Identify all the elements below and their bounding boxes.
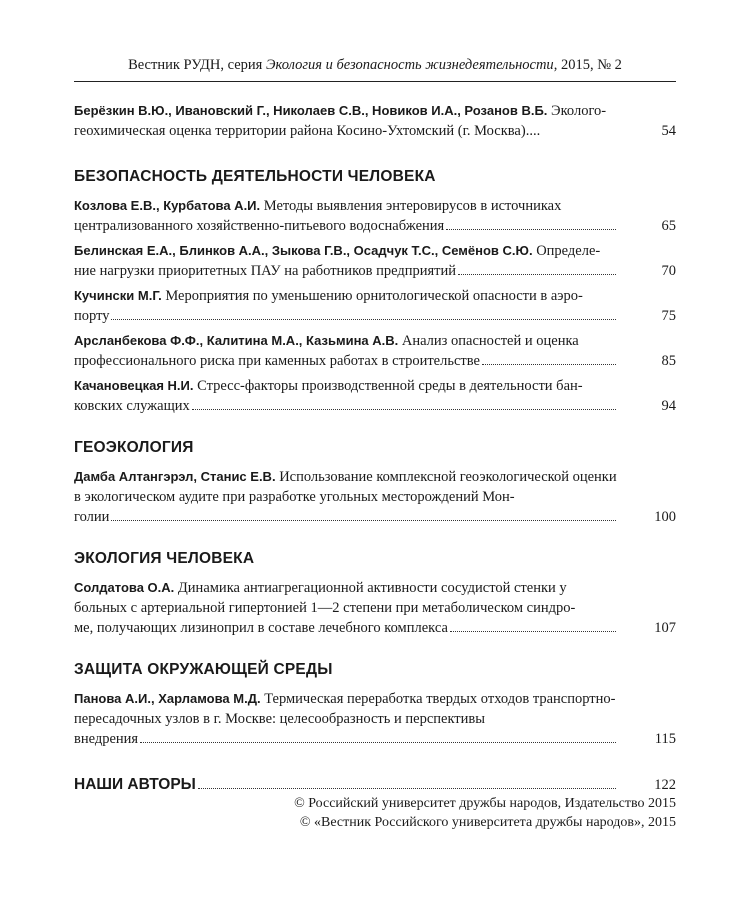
entry-leader [192, 409, 616, 410]
entry-title-end: профессионального риска при каменных работах в строительстве [74, 353, 480, 369]
entry-authors: Берёзкин В.Ю., Ивановский Г., Николаев С.В., Новиков И.А., Розанов В.Б. [74, 103, 548, 118]
section-heading: ЗАЩИТА ОКРУЖАЮЩЕЙ СРЕДЫ [74, 661, 333, 678]
entry-authors: Козлова Е.В., Курбатова А.И. [74, 198, 261, 213]
entry-title: Методы выявления энтеровирусов в источниках [260, 198, 562, 214]
toc-entry[interactable] [74, 241, 676, 281]
entry-title: Динамика антиагрегационной активности сосудистой стенки у больных с артериальной гипертонией 1—2 степени при метаболическом синдро- [74, 580, 576, 616]
header-rule [74, 81, 676, 82]
toc-entry[interactable] [74, 578, 676, 638]
entry-title: Эколого-геохимическая оценка территории района Косино-Ухтомский (г. Москва) [74, 103, 607, 139]
toc-entry[interactable] [74, 286, 676, 326]
entry-title-end: ме, получающих лизиноприл в составе лечебного комплекса [74, 620, 448, 636]
entry-title: Использование комплексной геоэкологической оценки в экологическом аудите при разработке угольных месторождений Мон- [74, 469, 617, 505]
table-of-contents [74, 101, 676, 795]
entry-authors: Панова А.И., Харламова М.Д. [74, 691, 261, 706]
toc-entry[interactable] [74, 689, 676, 749]
entry-title-end: ние нагрузки приоритетных ПАУ на работников предприятий [74, 263, 457, 279]
toc-entry[interactable] [74, 101, 676, 141]
entry-leader: .... [525, 123, 541, 139]
entry-leader [198, 788, 616, 789]
entry-page: 85 [661, 353, 676, 369]
entry-title: Термическая переработка твердых отходов транспортно-пересадочных узлов в г. Москве: целесообразность и перспективы [74, 691, 616, 727]
running-header [74, 55, 676, 75]
entry-title: Мероприятия по уменьшению орнитологической опасности в аэро- [161, 288, 583, 304]
entry-leader [446, 229, 616, 230]
copyright-line: © Российский университет дружбы народов, Издательство 2015 [294, 796, 676, 811]
entry-authors: Солдатова О.А. [74, 580, 175, 595]
journal-name: Вестник РУДН, серия [128, 57, 266, 73]
entry-page: 115 [654, 731, 676, 747]
entry-authors: Дамба Алтангэрэл, Станис Е.В. [74, 469, 276, 484]
entry-title-end: порту [74, 308, 110, 324]
issue-info: , 2015, № 2 [553, 57, 622, 73]
entry-title-end: голии [74, 509, 110, 525]
entry-title-end: централизованного хозяйственно-питьевого водоснабжения [74, 218, 445, 234]
authors-section-label: НАШИ АВТОРЫ [74, 776, 196, 793]
entry-page: 107 [654, 620, 676, 636]
section-heading: БЕЗОПАСНОСТЬ ДЕЯТЕЛЬНОСТИ ЧЕЛОВЕКА [74, 168, 436, 185]
entry-leader [140, 742, 616, 743]
series-name: Экология и безопасность жизнедеятельности [265, 57, 554, 73]
entry-leader [111, 520, 616, 521]
toc-entry[interactable] [74, 376, 676, 416]
section-heading: ЭКОЛОГИЯ ЧЕЛОВЕКА [74, 550, 255, 567]
section-heading: ГЕОЭКОЛОГИЯ [74, 439, 194, 456]
entry-authors: Арсланбекова Ф.Ф., Калитина М.А., Казьмина А.В. [74, 333, 399, 348]
entry-title: Стресс-факторы производственной среды в деятельности бан- [193, 378, 583, 394]
entry-leader [450, 631, 616, 632]
entry-page: 94 [661, 398, 676, 414]
entry-title: Анализ опасностей и оценка [398, 333, 579, 349]
toc-entry[interactable] [74, 467, 676, 527]
entry-authors: Качановецкая Н.И. [74, 378, 194, 393]
entry-title: Определе- [532, 243, 601, 259]
entry-page: 54 [661, 123, 676, 139]
copyright-block [294, 794, 676, 832]
entry-page: 70 [661, 263, 676, 279]
entry-leader [482, 364, 616, 365]
entry-authors: Белинская Е.А., Блинков А.А., Зыкова Г.В., Осадчук Т.С., Семёнов С.Ю. [74, 243, 533, 258]
entry-title-end: внедрения [74, 731, 139, 747]
entry-title-end: ковских служащих [74, 398, 190, 414]
entry-page: 122 [654, 777, 676, 793]
copyright-line: © «Вестник Российского университета дружбы народов», 2015 [299, 815, 676, 830]
entry-page: 75 [661, 308, 676, 324]
toc-entry[interactable] [74, 196, 676, 236]
entry-leader [111, 319, 616, 320]
toc-entry[interactable] [74, 331, 676, 371]
entry-page: 100 [654, 509, 676, 525]
entry-leader [458, 274, 616, 275]
entry-authors: Кучински М.Г. [74, 288, 162, 303]
toc-entry-authors[interactable] [74, 775, 676, 795]
entry-page: 65 [661, 218, 676, 234]
